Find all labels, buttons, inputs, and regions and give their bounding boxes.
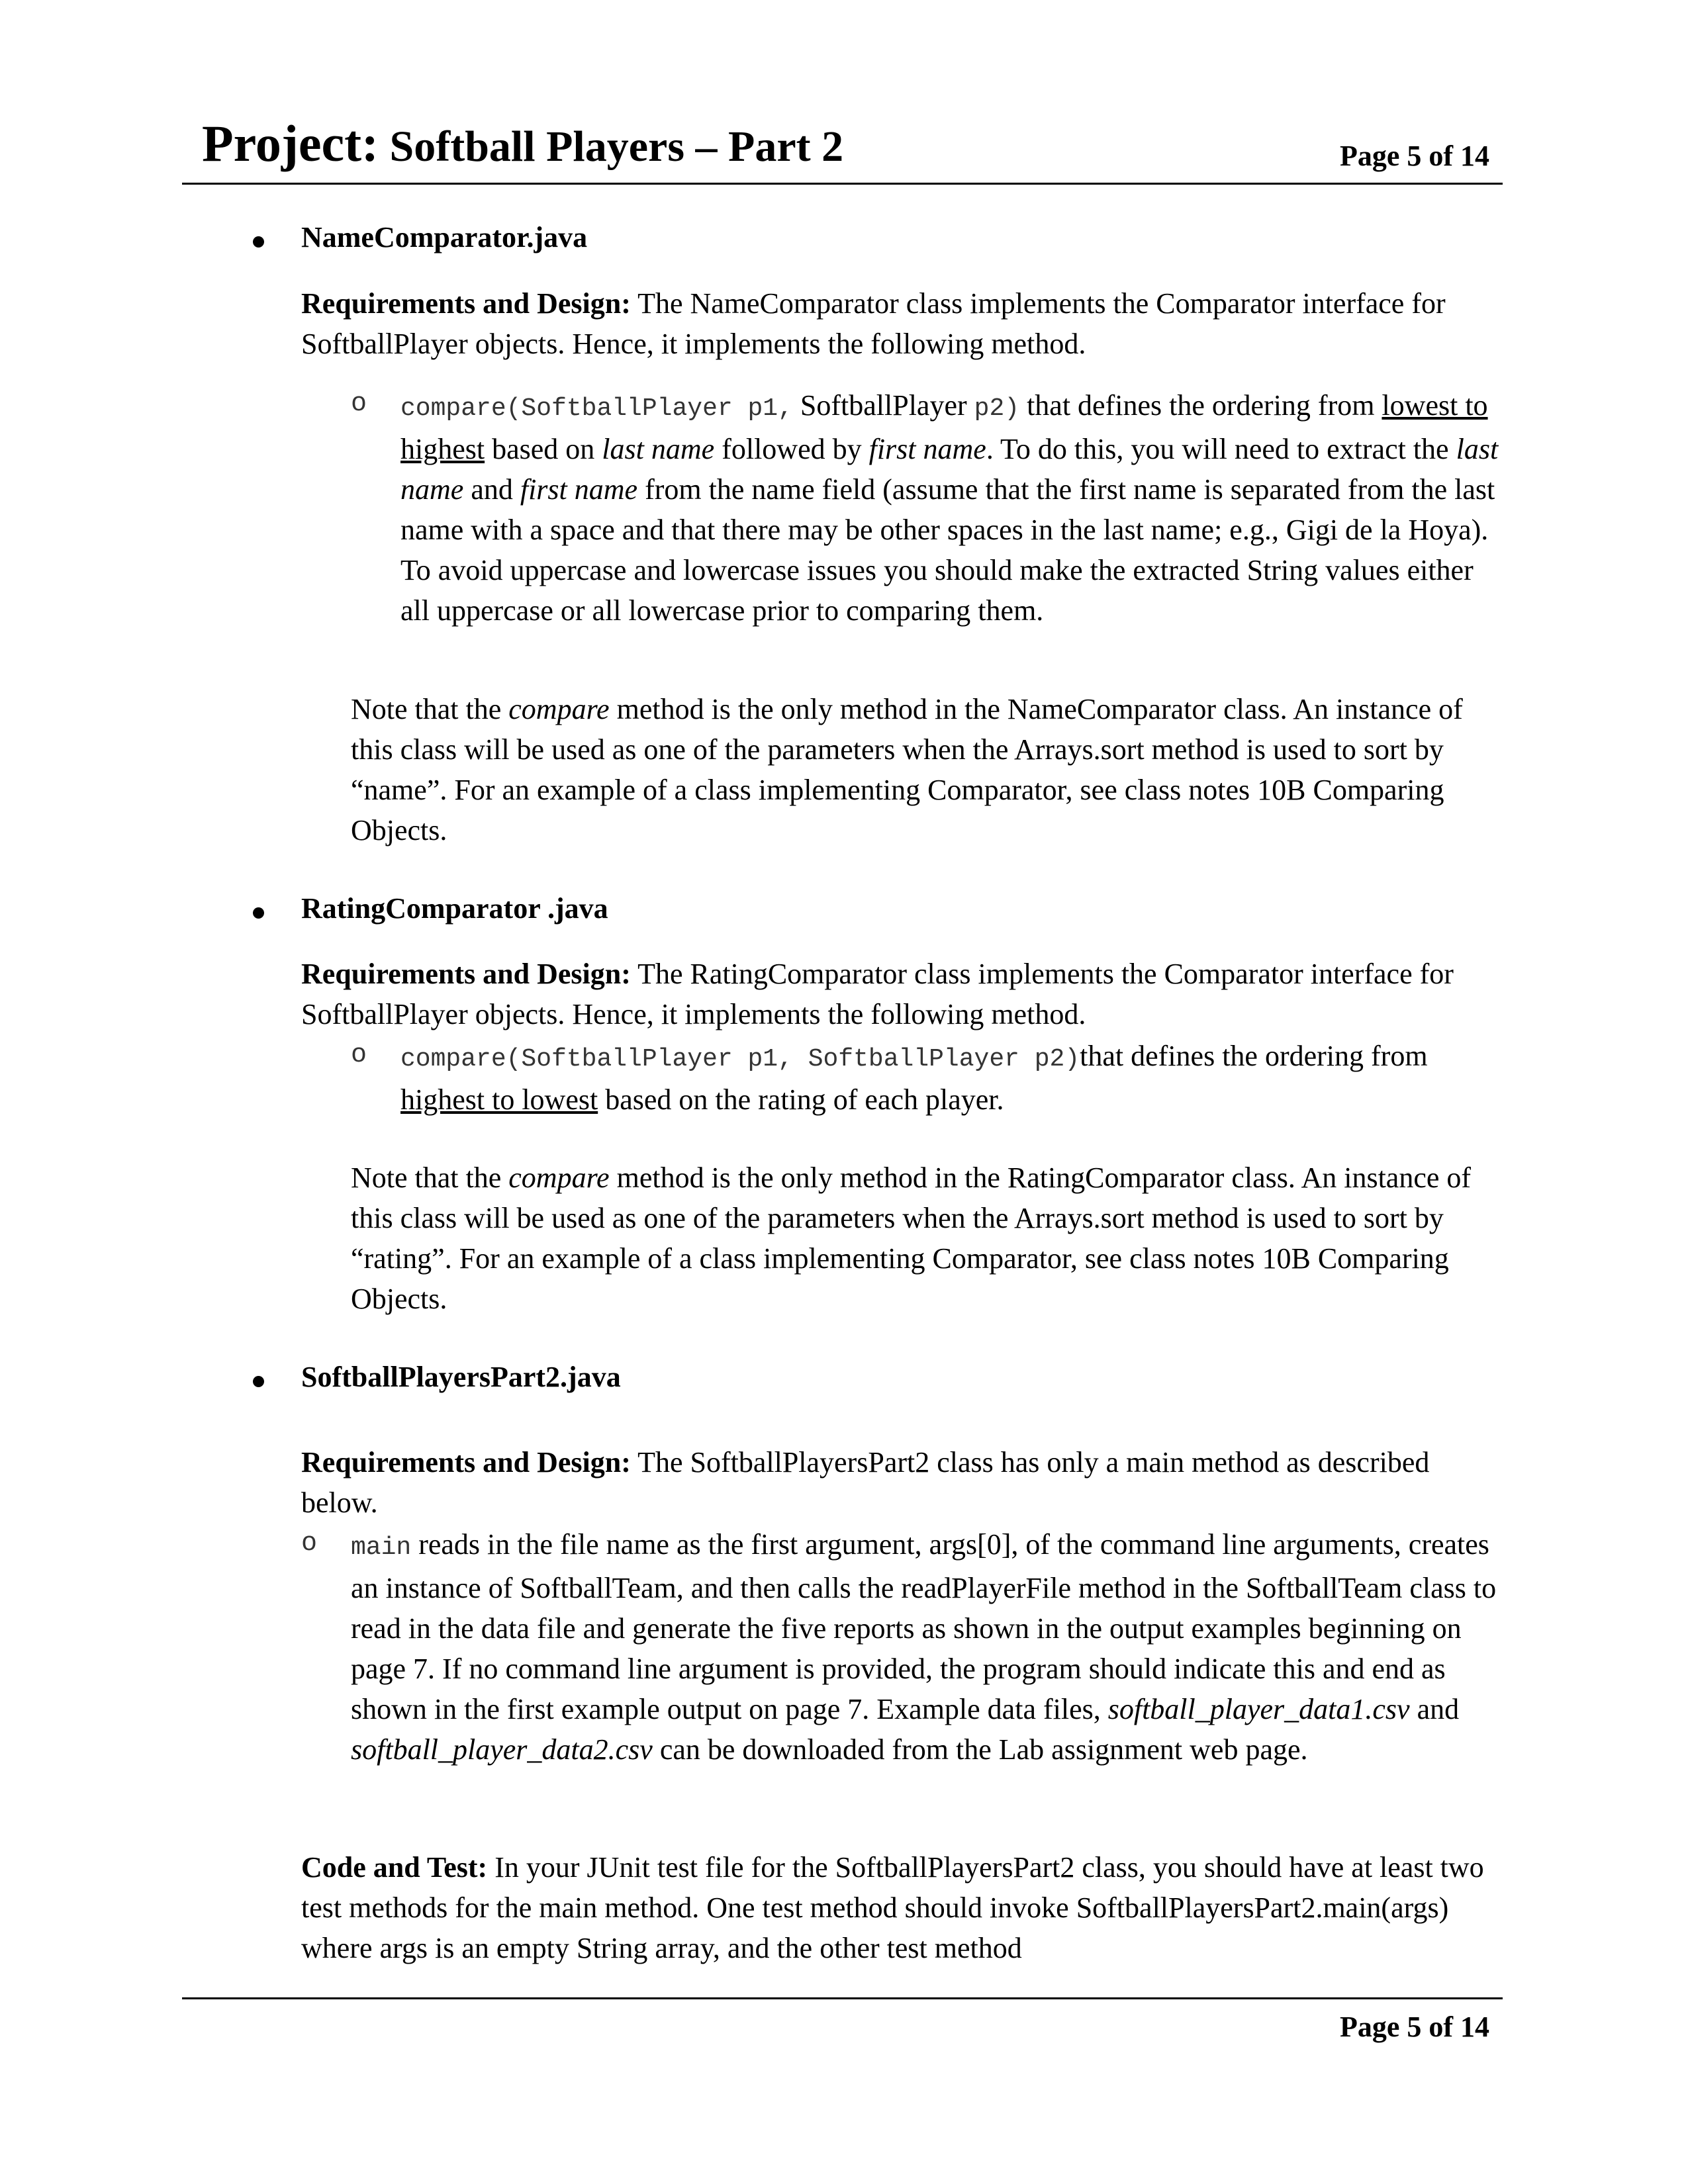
main-method-description: main reads in the file name as the first argument, args[0], of the command line arguments, creates an instance of SoftballTeam, and then calls the readPlayerFile method in the SoftballTeam class to read in the data file and generate the five reports as shown in the output examples beginning on page 7. If no command line argument is provided, the program should indicate this and end as shown in the first example output on page 7. Example data files, softball_player_data1.csv and softball_player_data2.csv can be downloaded from the Lab assignment web page.	[351, 1528, 1497, 1766]
rating-comparator-requirements: Requirements and Design: The RatingComparator class implements the Comparator interface for SoftballPlayer objects. Hence, it implements the following method.	[301, 958, 1454, 1030]
rating-comparator-method: compare(SoftballPlayer p1, SoftballPlayer p2)that defines the ordering from highest to lowest based on the rating of each player.	[400, 1040, 1428, 1116]
header-page-number: Page 5 of 14	[1339, 140, 1489, 172]
page-footer	[182, 1997, 1503, 2043]
section-title-softball-players-part2: SoftballPlayersPart2.java	[301, 1361, 621, 1393]
softball-players-part2-requirements: Requirements and Design: The SoftballPlayersPart2 class has only a main method as described below.	[301, 1446, 1430, 1519]
sub-bullet-icon: o	[351, 389, 367, 419]
bullet-icon	[253, 907, 264, 919]
bullet-icon	[253, 1376, 264, 1387]
code-and-test: Code and Test: In your JUnit test file for the SoftballPlayersPart2 class, you should have at least two test methods for the main method. One test method should invoke SoftballPlayersPart2.main(args) where args is an empty String array, and the other test method	[301, 1851, 1484, 1964]
name-comparator-requirements: Requirements and Design: The NameComparator class implements the Comparator interface for SoftballPlayer objects. Hence, it implements the following method.	[301, 287, 1446, 360]
section-title-rating-comparator: RatingComparator .java	[301, 892, 608, 925]
bullet-icon	[253, 236, 264, 248]
page-header	[182, 106, 1503, 185]
sub-bullet-icon: o	[301, 1529, 318, 1559]
name-comparator-note: Note that the compare method is the only method in the NameComparator class. An instance of this class will be used as one of the parameters when the Arrays.sort method is used to sort by “name”. For an example of a class implementing Comparator, see class notes 10B Comparing Objects.	[351, 693, 1463, 846]
name-comparator-method: compare(SoftballPlayer p1, SoftballPlayer p2) that defines the ordering from lowest to highest based on last name followed by first name. To do this, you will need to extract the last name and first name from the name field (assume that the first name is separated from the last name with a space and that there may be other spaces in the last name; e.g., Gigi de la Hoya). To avoid uppercase and lowercase issues you should make the extracted String values either all uppercase or all lowercase prior to comparing them.	[400, 389, 1499, 627]
sub-bullet-icon: o	[351, 1040, 367, 1070]
document-title: Project: Softball Players – Part 2	[202, 114, 844, 172]
section-title-name-comparator: NameComparator.java	[301, 221, 588, 253]
footer-page-number: Page 5 of 14	[1339, 2011, 1489, 2043]
rating-comparator-note: Note that the compare method is the only method in the RatingComparator class. An instance of this class will be used as one of the parameters when the Arrays.sort method is used to sort by “rating”. For an example of a class implementing Comparator, see class notes 10B Comparing Objects.	[351, 1161, 1472, 1315]
